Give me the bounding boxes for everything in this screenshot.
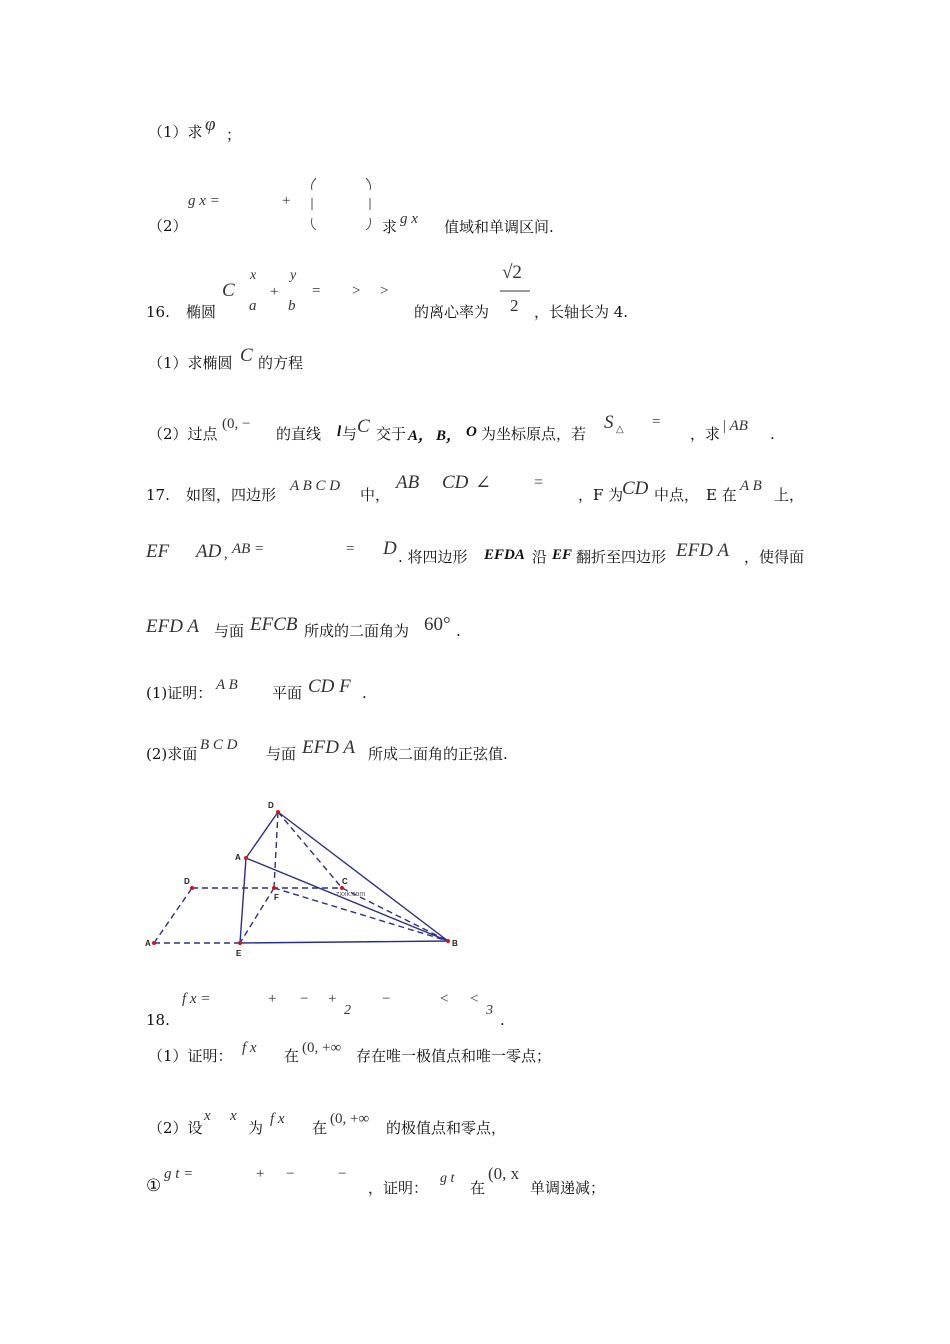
q16-two: 2 (510, 296, 519, 315)
q15-p2-lhs: g x = (188, 193, 220, 209)
q17-l2-efda2: EFD A (676, 540, 729, 561)
q16-p2-B: B， (436, 428, 462, 444)
q17-lead: 如图，四边形 (186, 486, 277, 504)
q17-p2-t2: 所成二面角的正弦值. (368, 745, 508, 763)
q16-p2-t1: 的直线 (276, 425, 322, 443)
edge-D1C (278, 812, 342, 888)
q16-x: x (250, 268, 257, 283)
watermark: zxxk.com (336, 891, 366, 898)
q17-p1-label: (1)证明： (146, 684, 213, 702)
q15-p2-text: 值域和单调区间. (444, 218, 554, 236)
q16-p2-t5: ，求 (690, 425, 721, 443)
label-C: C (342, 877, 348, 886)
q17-l2-eq2: = (346, 541, 355, 557)
q18-p3-minus2: − (338, 1166, 347, 1182)
q17-num: 17. (146, 486, 170, 504)
label-B: B (452, 939, 458, 948)
q18-p1-fx: f x (242, 1040, 257, 1056)
q16-p2-t3: 交于 (376, 425, 407, 443)
q17-p1-end: . (362, 684, 367, 702)
q15-p2-gx: g x (400, 211, 418, 227)
q17-l2-t4: ，使得面 (744, 548, 805, 566)
label-F: F (274, 893, 279, 902)
q17-zhong: 中， (360, 486, 391, 504)
q18-p3-t1: ，证明： (368, 1179, 429, 1197)
q16-fraction-bar (500, 290, 532, 293)
q18-end: . (500, 1011, 505, 1029)
q18-p1-label: （1）证明： (148, 1047, 233, 1065)
q15-p2-plus: + (282, 193, 291, 209)
q18-p2-t1: 为 (248, 1119, 264, 1137)
q18-p3-minus1: − (286, 1166, 295, 1182)
q17-p2-label: (2)求面 (146, 745, 198, 763)
q18-p3-gt2: g t (440, 1171, 455, 1186)
q16-p2-eq: = (652, 414, 661, 430)
q16-tail: ，长轴长为 4. (534, 303, 629, 321)
q17-l2-comma: , (224, 546, 228, 562)
q16-gt1: > (352, 283, 361, 299)
q15-p2-ask: 求 (382, 218, 398, 236)
q16-p2-t2: 与 (342, 425, 358, 443)
label-A1: A (235, 853, 241, 862)
q17-eq: = (534, 474, 544, 491)
q16-ecc-text: 的离心率为 (414, 303, 490, 321)
q15-p1-end: ； (226, 126, 242, 144)
q16-p2-ab: | AB (722, 418, 748, 434)
q17-l3-deg: 60° (424, 614, 451, 635)
q18-plus1: + (268, 991, 277, 1007)
q17-mid: 中点， (654, 486, 700, 504)
q16-plus: + (270, 284, 279, 300)
label-E: E (236, 949, 242, 958)
q17-l3-end: . (456, 622, 461, 640)
q16-p2-S: S (604, 412, 614, 433)
q18-p3-circ: ① (146, 1176, 162, 1196)
q17-abcd: A B C D (290, 478, 341, 494)
q17-p2-bcd: B C D (200, 737, 238, 753)
q17-l2-ef2: EF (552, 547, 573, 563)
q17-ang: ∠ (475, 473, 491, 494)
q18-p1-interval: (0, +∞ (302, 1040, 342, 1056)
q17-l3-t1: 与面 (214, 622, 245, 640)
q17-p2-t1: 与面 (266, 745, 297, 763)
label-D1: D (268, 801, 274, 810)
q16-p2-t4: 为坐标原点，若 (481, 425, 587, 443)
q15-part1 (148, 122, 203, 142)
q18-num: 18. (146, 1011, 170, 1029)
q18-p2-label: （2）设 (148, 1119, 203, 1137)
q17-e-text: E 在 (706, 486, 737, 504)
q15-p2-label: （2） (148, 217, 188, 235)
q17-p1-t1: 平面 (272, 684, 303, 702)
q16-p1-text: 的方程 (258, 354, 304, 372)
q17-l2-abeq: AB = (232, 541, 265, 557)
q17-l2-ef: EF (146, 541, 170, 562)
q18-p2-t3: 的极值点和零点， (386, 1119, 507, 1137)
edge-A1E (240, 858, 246, 943)
edge-EB (240, 941, 448, 943)
q16-p2-dot: . (770, 425, 775, 443)
q16-lead: 椭圆 (186, 303, 217, 321)
q18-p3-interval: (0, x (488, 1164, 520, 1183)
q16-p1-C: C (240, 345, 253, 366)
q17-cd: CD (442, 472, 469, 493)
q17-p1-ab: A B (216, 677, 238, 693)
q17-l2-t1: . 将四边形 (398, 548, 468, 566)
q16-p2-C: C (357, 416, 370, 437)
q18-p3-plus: + (256, 1166, 265, 1182)
q16-gt2: > (380, 283, 389, 299)
q17-shang: 上， (774, 486, 805, 504)
q18-three: 3 (486, 1003, 493, 1018)
q16-p2-pt: (0, − (222, 416, 251, 432)
q17-ab: AB (396, 472, 420, 493)
q18-p1-t1: 在 (284, 1047, 300, 1065)
q18-lt1: < (440, 991, 449, 1007)
q16-num: 16. (146, 303, 170, 321)
q17-p1-cdf: CD F (308, 676, 351, 697)
q18-p2-fx: f x (270, 1111, 285, 1127)
q16-C: C (222, 280, 235, 301)
q17-l2-ad: AD (196, 541, 222, 562)
q17-cd2: CD (622, 478, 649, 499)
q18-p2-t2: 在 (312, 1119, 328, 1137)
q17-l2-t3: 翻折至四边形 (576, 548, 667, 566)
q16-p2-l: l (337, 424, 342, 440)
label-D: D (184, 877, 190, 886)
q18-minus1: − (300, 991, 309, 1007)
q18-p2-interval: (0, +∞ (330, 1111, 370, 1127)
q18-p2-x2: x (230, 1108, 237, 1124)
q17-l2-efda: EFDA (484, 547, 525, 563)
q18-p3-gt: g t = (164, 1166, 194, 1182)
q18-p3-t2: 在 (470, 1179, 486, 1197)
q18-p2-x1: x (204, 1108, 211, 1124)
edge-D1B (278, 812, 448, 941)
q16-a: a (249, 298, 257, 314)
q17-l3-t2: 所成的二面角为 (304, 622, 410, 640)
q18-p1-t2: 存在唯一极值点和唯一零点； (356, 1047, 552, 1065)
q16-p2-label: （2）过点 (148, 425, 218, 443)
q17-l2-t2: 沿 (532, 548, 548, 566)
edge-FE (240, 888, 274, 943)
q15-p2-bracket (308, 176, 378, 232)
q18-two: 2 (344, 1003, 351, 1018)
label-A: A (145, 939, 151, 948)
q16-eq: = (312, 283, 321, 299)
q17-p2-efda: EFD A (302, 737, 355, 758)
q16-p2-tri: △ (616, 424, 624, 435)
q16-p2-A: A， (408, 428, 434, 444)
q17-ab2: A B (740, 478, 762, 494)
q18-lt2: < (470, 991, 479, 1007)
q16-sqrt2: √2 (502, 262, 522, 283)
edge-A1D1 (246, 812, 278, 858)
edge-AD (154, 888, 192, 943)
q17-f-text: ，F 为 (578, 486, 624, 504)
q17-l3-efcb: EFCB (250, 614, 298, 635)
q17-l2-d: D (383, 538, 397, 559)
q18-fx: f x = (182, 991, 211, 1007)
edge-D1F (274, 812, 278, 888)
q16-p2-O: O (466, 424, 477, 440)
q17-figure (140, 796, 470, 968)
q18-plus2: + (328, 991, 337, 1007)
q18-p3-t3: 单调递减； (530, 1179, 606, 1197)
q15-p1-label: （1）求 (148, 123, 203, 141)
q17-l3-efda: EFD A (146, 616, 199, 637)
q16-y: y (290, 268, 297, 283)
q16-b: b (288, 298, 296, 314)
q15-p1-phi: φ (205, 114, 216, 135)
q18-minus2: − (382, 991, 391, 1007)
q16-p1-label: （1）求椭圆 (148, 354, 233, 372)
